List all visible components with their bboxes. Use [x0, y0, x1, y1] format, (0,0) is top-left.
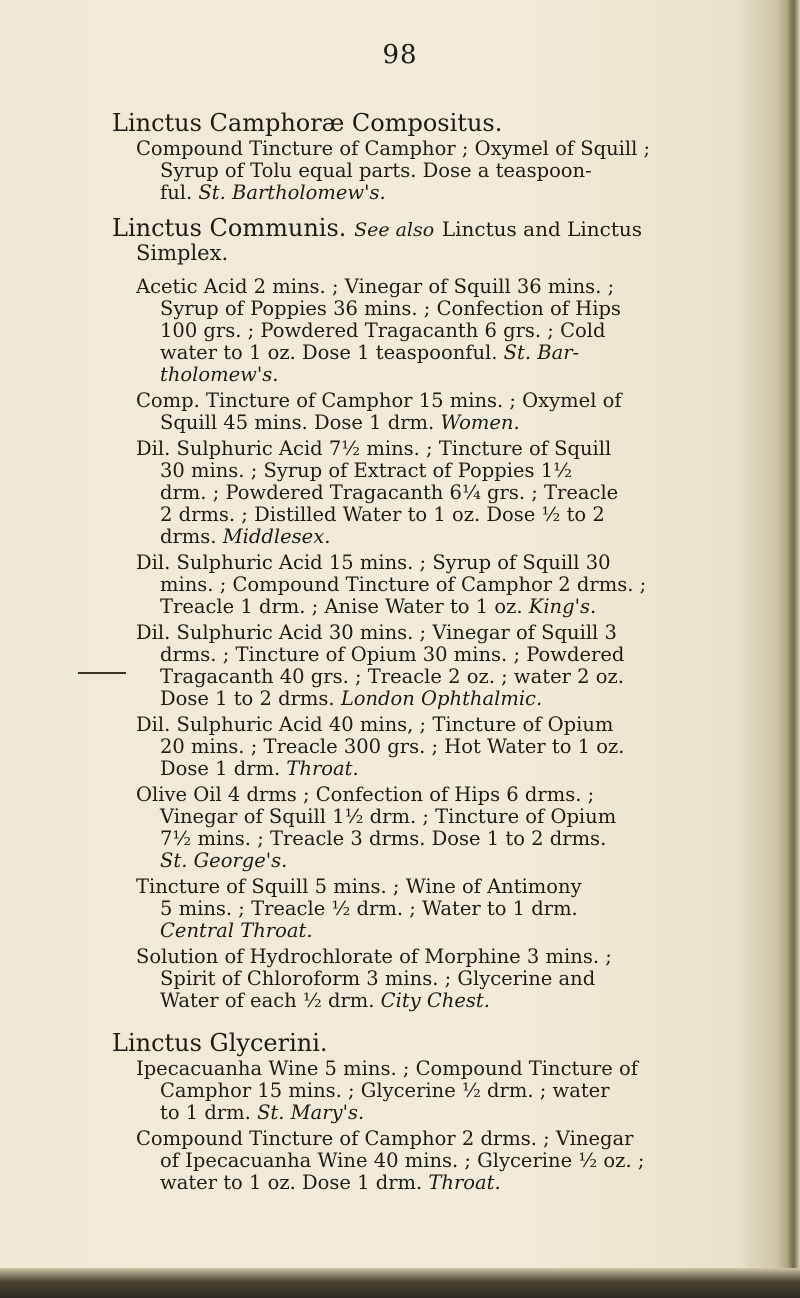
text-line: water to 1 oz. Dose 1 drm. Throat.: [160, 1171, 501, 1194]
text-line: Water of each ½ drm. City Chest.: [160, 989, 490, 1012]
formula: [136, 1058, 752, 1124]
text-line: to 1 drm. St. Mary's.: [160, 1101, 365, 1124]
text-line: Vinegar of Squill 1½ drm. ; Tincture of Opium: [160, 805, 617, 828]
text-line: Treacle 1 drm. ; Anise Water to 1 oz. King's.: [160, 595, 597, 618]
text-line: 2 drms. ; Distilled Water to 1 oz. Dose ½ to 2: [160, 503, 605, 526]
hospital-attribution: St. George's.: [160, 849, 288, 872]
text-line: Compound Tincture of Camphor ; Oxymel of Squill ;: [136, 137, 651, 160]
hospital-attribution: Central Throat.: [160, 919, 313, 942]
text-line: 5 mins. ; Treacle ½ drm. ; Water to 1 drm.: [160, 897, 578, 920]
text-line: Solution of Hydrochlorate of Morphine 3 mins. ;: [136, 945, 612, 968]
hospital-attribution: Middlesex.: [222, 525, 331, 548]
formula: [136, 276, 752, 386]
formula: [136, 438, 752, 548]
entry-title: Linctus Camphoræ Compositus.: [112, 109, 503, 137]
hospital-attribution: Throat.: [286, 757, 359, 780]
formula-list: [112, 1058, 752, 1194]
hospital-attribution: London Ophthalmic.: [340, 687, 543, 710]
hospital-attribution: St. Bar-: [503, 341, 580, 364]
text-line: Squill 45 mins. Dose 1 drm. Women.: [160, 411, 520, 434]
text-line: ful. St. Bartholomew's.: [160, 181, 386, 204]
text-line: Dil. Sulphuric Acid 40 mins, ; Tincture of Opium: [136, 713, 614, 736]
text-line: Tincture of Squill 5 mins. ; Wine of Antimony: [136, 875, 582, 898]
text-line: [136, 920, 752, 942]
text-line: water to 1 oz. Dose 1 teaspoonful. St. Bar-: [160, 341, 580, 364]
page-edge-shadow: [786, 0, 800, 1298]
text-line: Ipecacuanha Wine 5 mins. ; Compound Tincture of: [136, 1057, 638, 1080]
page-content: [112, 108, 752, 1198]
text-line: Olive Oil 4 drms ; Confection of Hips 6 drms. ;: [136, 783, 595, 806]
text-line: drms. ; Tincture of Opium 30 mins. ; Powdered: [160, 643, 625, 666]
hospital-attribution: City Chest.: [380, 989, 490, 1012]
hospital-attribution: Throat.: [428, 1171, 501, 1194]
page-number: 98: [382, 40, 418, 70]
hospital-attribution: tholomew's.: [160, 363, 279, 386]
text-line: 100 grs. ; Powdered Tragacanth 6 grs. ; Cold: [160, 319, 606, 342]
cross-reference-label: See also: [354, 219, 435, 241]
formula: [136, 784, 752, 872]
hospital-attribution: Women.: [440, 411, 520, 434]
text-line: Tragacanth 40 grs. ; Treacle 2 oz. ; water 2 oz.: [160, 665, 624, 688]
hospital-attribution: St. Mary's.: [257, 1101, 365, 1124]
text-line: Dose 1 drm. Throat.: [160, 757, 359, 780]
entry-title: [112, 216, 752, 242]
text-line: Dil. Sulphuric Acid 7½ mins. ; Tincture of Squill: [136, 437, 612, 460]
cross-reference-continued: Simplex.: [136, 241, 229, 265]
entry-title-main: Linctus Communis.: [112, 214, 347, 242]
text-line: Comp. Tincture of Camphor 15 mins. ; Oxymel of: [136, 389, 622, 412]
hospital-attribution: St. Bartholomew's.: [198, 181, 386, 204]
text-line: 20 mins. ; Treacle 300 grs. ; Hot Water to 1 oz.: [160, 735, 625, 758]
text-line: [136, 364, 752, 386]
text-line: Camphor 15 mins. ; Glycerine ½ drm. ; water: [160, 1079, 610, 1102]
text-line: drms. Middlesex.: [160, 525, 331, 548]
text-line: Compound Tincture of Camphor 2 drms. ; Vinegar: [136, 1127, 634, 1150]
text-line: 7½ mins. ; Treacle 3 drms. Dose 1 to 2 drms.: [160, 827, 607, 850]
formula: [136, 622, 752, 710]
formula: [136, 876, 752, 942]
formula: [136, 714, 752, 780]
page-bottom-edge: [0, 1268, 800, 1298]
entry-body: [112, 138, 752, 204]
entry-title: Linctus Glycerini.: [112, 1029, 328, 1057]
text-line: of Ipecacuanha Wine 40 mins. ; Glycerine ½ oz. ;: [160, 1149, 645, 1172]
text-line: Dil. Sulphuric Acid 30 mins. ; Vinegar of Squill 3: [136, 621, 617, 644]
formula-list: [112, 276, 752, 1012]
formula: [136, 390, 752, 434]
text-line: drm. ; Powdered Tragacanth 6¼ grs. ; Treacle: [160, 481, 619, 504]
formula: [136, 946, 752, 1012]
cross-reference-target: Linctus and Linctus: [441, 217, 643, 241]
text-line: Acetic Acid 2 mins. ; Vinegar of Squill 36 mins. ;: [136, 275, 615, 298]
text-line: Syrup of Poppies 36 mins. ; Confection of Hips: [160, 297, 621, 320]
text-line: mins. ; Compound Tincture of Camphor 2 drms. ;: [160, 573, 647, 596]
text-line: Dil. Sulphuric Acid 15 mins. ; Syrup of Squill 30: [136, 551, 611, 574]
text-line: 30 mins. ; Syrup of Extract of Poppies 1½: [160, 459, 573, 482]
hospital-attribution: King's.: [528, 595, 597, 618]
text-line: Spirit of Chloroform 3 mins. ; Glycerine and: [160, 967, 596, 990]
formula: [136, 552, 752, 618]
text-line: [136, 850, 752, 872]
text-line: Dose 1 to 2 drms. London Ophthalmic.: [160, 687, 543, 710]
text-line: Syrup of Tolu equal parts. Dose a teaspoon-: [160, 159, 592, 182]
formula: [136, 1128, 752, 1194]
